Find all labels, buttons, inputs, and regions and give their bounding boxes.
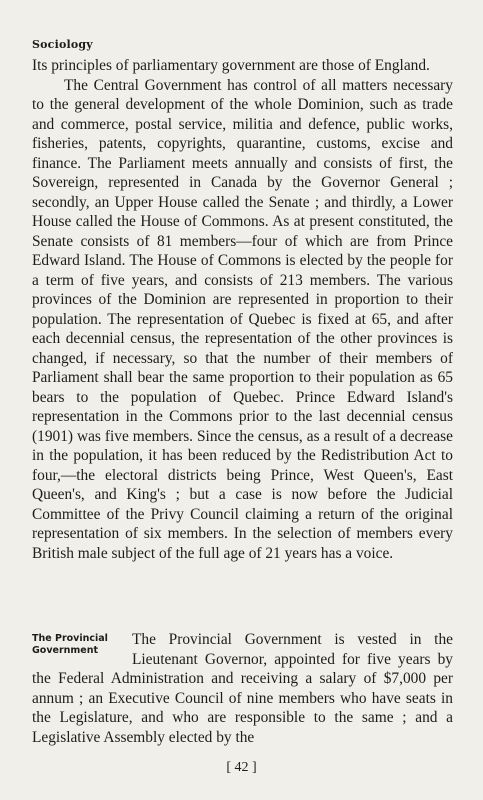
side-heading bbox=[32, 633, 132, 657]
paragraph-opening: Its principles of parliamentary government are those of England. bbox=[32, 57, 430, 74]
side-heading-line-2: Government bbox=[32, 645, 99, 656]
running-head: Sociology bbox=[32, 38, 93, 51]
page-number: [ 42 ] bbox=[226, 760, 257, 775]
main-text bbox=[32, 56, 453, 563]
paragraph-central-government: The Central Government has control of all matters necessary to the general development of the whole Dominion, such as trade and commerce, postal service, militia and defence, public works, fisheries, patents, copyrights, quarantine, customs, excise and finance. The Parliament meets annually and consists of first, the Sovereign, represented in Canada by the Governor General ; secondly, an Upper House called the Senate ; and thirdly, a Lower House called the House of Commons. As at present constituted, the Senate consists of 81 members—four of which are from Prince Edward Island. The House of Commons is elected by the people for a term of five years, and consists of 213 members. The various provinces of the Dominion are represented in proportion to their population. The representation of Quebec is fixed at 65, and after each decennial census, the representation of the other provinces is changed, if necessary, so that the number of their members of Parliament shall bear the same proportion to their population as 65 bears to the population of Quebec. Prince Edward Island's representation in the Commons prior to the last decennial census (1901) was five members. Since the census, as a result of a decrease in the population, it has been reduced by the Redistribution Act to four,—the electoral districts being Prince, West Queen's, East Queen's, and King's ; but a case is now before the Judicial Committee of the Privy Council claiming a return of the original representation of six members. In the selection of members every British male subject of the full age of 21 years has a voice. bbox=[32, 76, 453, 562]
side-heading-line-1: The Provincial bbox=[32, 633, 108, 644]
provincial-government-section bbox=[32, 630, 453, 747]
provincial-government-text: The Provincial Government is vested in the Lieutenant Governor, appointed for five years by the Federal Administration and receiving a salary of $7,000 per annum ; an Executive Council of nine members who have seats in the Legislature, and who are responsible to the same ; and a Legislative Assembly elected by the bbox=[32, 631, 453, 746]
